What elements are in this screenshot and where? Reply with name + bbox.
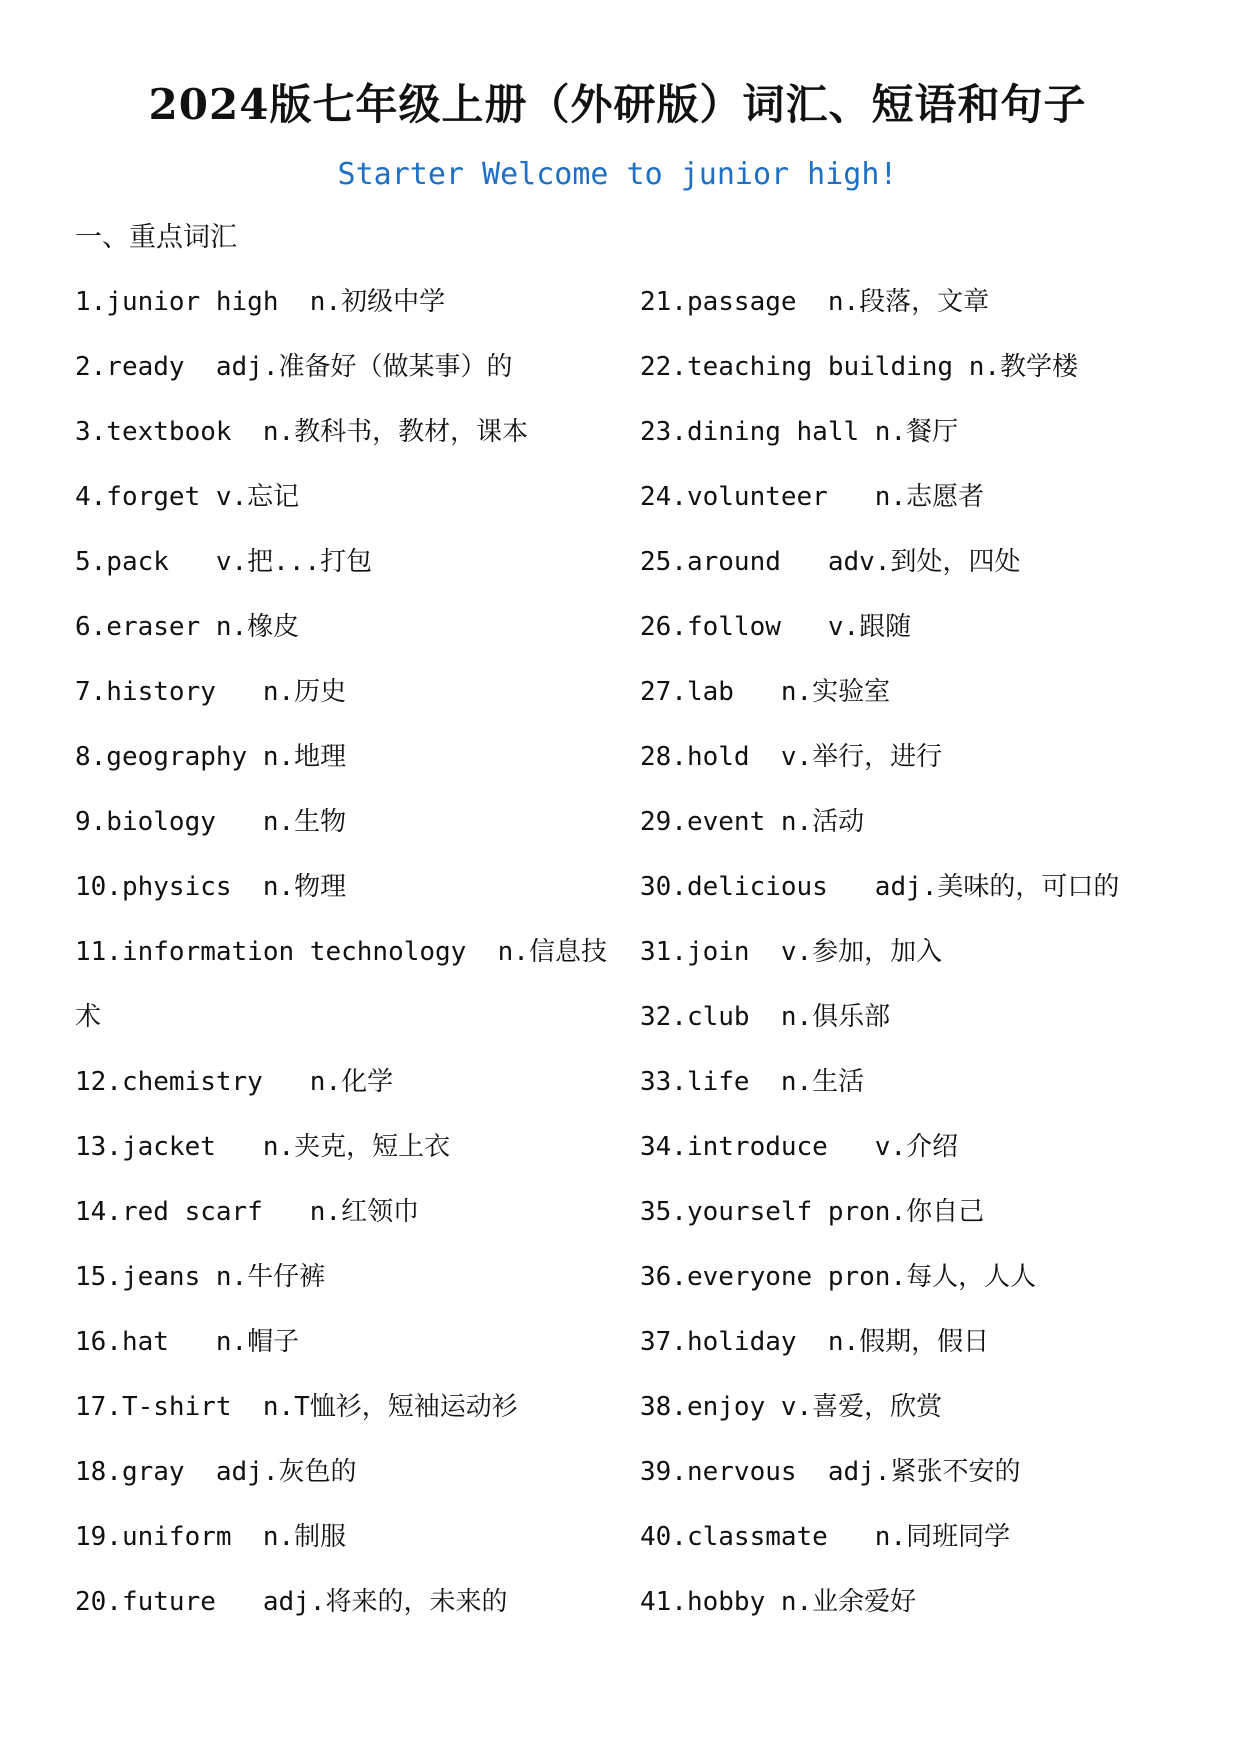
vocab-entry: 10.physics n.物理 xyxy=(75,872,347,902)
vocab-entry: 6.eraser n.橡皮 xyxy=(75,612,300,642)
vocab-entry: 26.follow v.跟随 xyxy=(640,612,912,642)
vocab-entry: 15.jeans n.牛仔裤 xyxy=(75,1262,326,1292)
vocab-entry: 34.introduce v.介绍 xyxy=(640,1132,959,1162)
vocab-entry: 37.holiday n.假期，假日 xyxy=(640,1327,990,1357)
vocab-entry: 5.pack v.把...打包 xyxy=(75,547,373,577)
vocab-entry: 29.event n.活动 xyxy=(640,807,865,837)
vocab-entry: 32.club n.俱乐部 xyxy=(640,1002,891,1032)
vocab-entry: 19.uniform n.制服 xyxy=(75,1522,347,1552)
vocab-entry: 28.hold v.举行，进行 xyxy=(640,742,943,772)
vocab-list-right xyxy=(640,282,1200,1647)
vocab-entry: 2.ready adj.准备好（做某事）的 xyxy=(75,352,513,382)
vocab-entry: 12.chemistry n.化学 xyxy=(75,1067,394,1097)
section-heading: 一、重点词汇 xyxy=(75,222,237,253)
vocab-entry: 38.enjoy v.喜爱，欣赏 xyxy=(640,1392,943,1422)
unit-subtitle: Starter Welcome to junior high! xyxy=(337,157,898,192)
vocab-entry: 21.passage n.段落，文章 xyxy=(640,287,990,317)
vocab-entry: 11.information technology n.信息技 xyxy=(75,937,607,967)
vocab-entry: 40.classmate n.同班同学 xyxy=(640,1522,1011,1552)
vocab-entry: 20.future adj.将来的，未来的 xyxy=(75,1587,508,1617)
vocab-entry: 9.biology n.生物 xyxy=(75,807,347,837)
vocab-entry: 35.yourself pron.你自己 xyxy=(640,1197,985,1227)
vocab-entry: 25.around adv.到处，四处 xyxy=(640,547,1021,577)
vocab-entry: 16.hat n.帽子 xyxy=(75,1327,300,1357)
vocab-entry: 24.volunteer n.志愿者 xyxy=(640,482,985,512)
vocab-entry: 4.forget v.忘记 xyxy=(75,482,300,512)
vocab-entry: 18.gray adj.灰色的 xyxy=(75,1457,357,1487)
vocab-entry: 1.junior high n.初级中学 xyxy=(75,287,446,317)
vocab-entry: 36.everyone pron.每人，人人 xyxy=(640,1262,1037,1292)
vocab-entry-continuation: 术 xyxy=(75,1002,102,1032)
vocab-entry: 14.red scarf n.红领巾 xyxy=(75,1197,420,1227)
vocab-entry: 23.dining hall n.餐厅 xyxy=(640,417,959,447)
vocab-entry: 39.nervous adj.紧张不安的 xyxy=(640,1457,1021,1487)
page-title: 2024版七年级上册（外研版）词汇、短语和句子 xyxy=(148,80,1087,129)
vocab-entry: 31.join v.参加，加入 xyxy=(640,937,943,967)
vocab-entry: 41.hobby n.业余爱好 xyxy=(640,1587,917,1617)
vocab-entry: 33.life n.生活 xyxy=(640,1067,865,1097)
vocab-entry: 27.lab n.实验室 xyxy=(640,677,891,707)
vocab-entry: 22.teaching building n.教学楼 xyxy=(640,352,1079,382)
vocab-entry: 13.jacket n.夹克，短上衣 xyxy=(75,1132,451,1162)
vocab-entry: 3.textbook n.教科书，教材，课本 xyxy=(75,417,529,447)
vocab-entry: 8.geography n.地理 xyxy=(75,742,347,772)
vocab-entry: 7.history n.历史 xyxy=(75,677,347,707)
vocab-entry: 17.T-shirt n.T恤衫，短袖运动衫 xyxy=(75,1392,518,1422)
vocab-entry: 30.delicious adj.美味的，可口的 xyxy=(640,872,1120,902)
vocab-list-left xyxy=(75,282,615,1647)
